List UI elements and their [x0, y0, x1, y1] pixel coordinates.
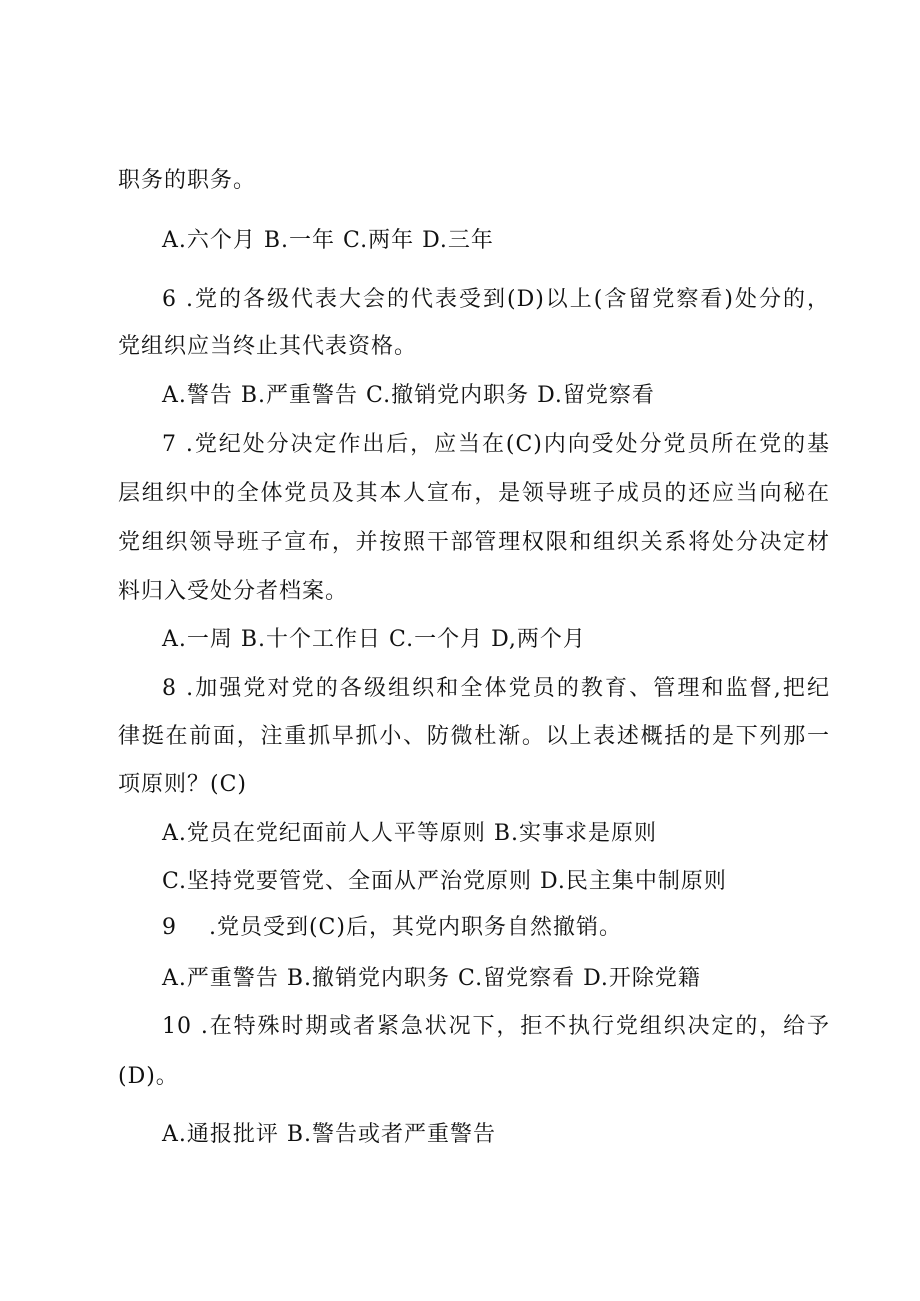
question-6: 6 .党的各级代表大会的代表受到(D)以上(含留党察看)处分的， — [162, 287, 830, 312]
answer-options: A.严重警告 B.撤销党内职务 C.留党察看 D.开除党籍 — [162, 966, 701, 991]
question-8: 8 .加强党对党的各级组织和全体党员的教育、管理和监督,把纪 — [162, 676, 830, 701]
text-line: 律挺在前面，注重抓早抓小、防微杜渐。以上表述概括的是下列那一 — [118, 724, 830, 749]
text-line: 层组织中的全体党员及其本人宣布，是领导班子成员的还应当向秘在 — [118, 481, 830, 506]
answer-options: A.党员在党纪面前人人平等原则 B.实事求是原则 — [162, 821, 658, 846]
question-10: 10 .在特殊时期或者紧急状况下，拒不执行党组织决定的，给予 — [162, 1014, 830, 1039]
text-line: 料归入受处分者档案。 — [118, 579, 349, 604]
text-line: (D)。 — [118, 1064, 179, 1089]
text-line: 党组织应当终止其代表资格。 — [118, 334, 418, 359]
text-line: 项原则？(C) — [118, 772, 247, 797]
answer-options: A.六个月 B.一年 C.两年 D.三年 — [162, 228, 494, 253]
answer-options: C.坚持党要管党、全面从严治党原则 D.民主集中制原则 — [162, 869, 727, 894]
answer-options: A.警告 B.严重警告 C.撤销党内职务 D.留党察看 — [162, 383, 655, 408]
answer-options: A.一周 B.十个工作日 C.一个月 D,两个月 — [162, 627, 586, 652]
text-line: 职务的职务。 — [118, 168, 257, 193]
question-7: 7 .党纪处分决定作出后，应当在(C)内向受处分党员所在党的基 — [162, 432, 830, 457]
answer-options: A.通报批评 B.警告或者严重警告 — [162, 1122, 497, 1147]
question-9: 9 .党员受到(C)后，其党内职务自然撤销。 — [162, 915, 622, 940]
text-line: 党组织领导班子宣布，并按照干部管理权限和组织关系将处分决定材 — [118, 530, 830, 555]
